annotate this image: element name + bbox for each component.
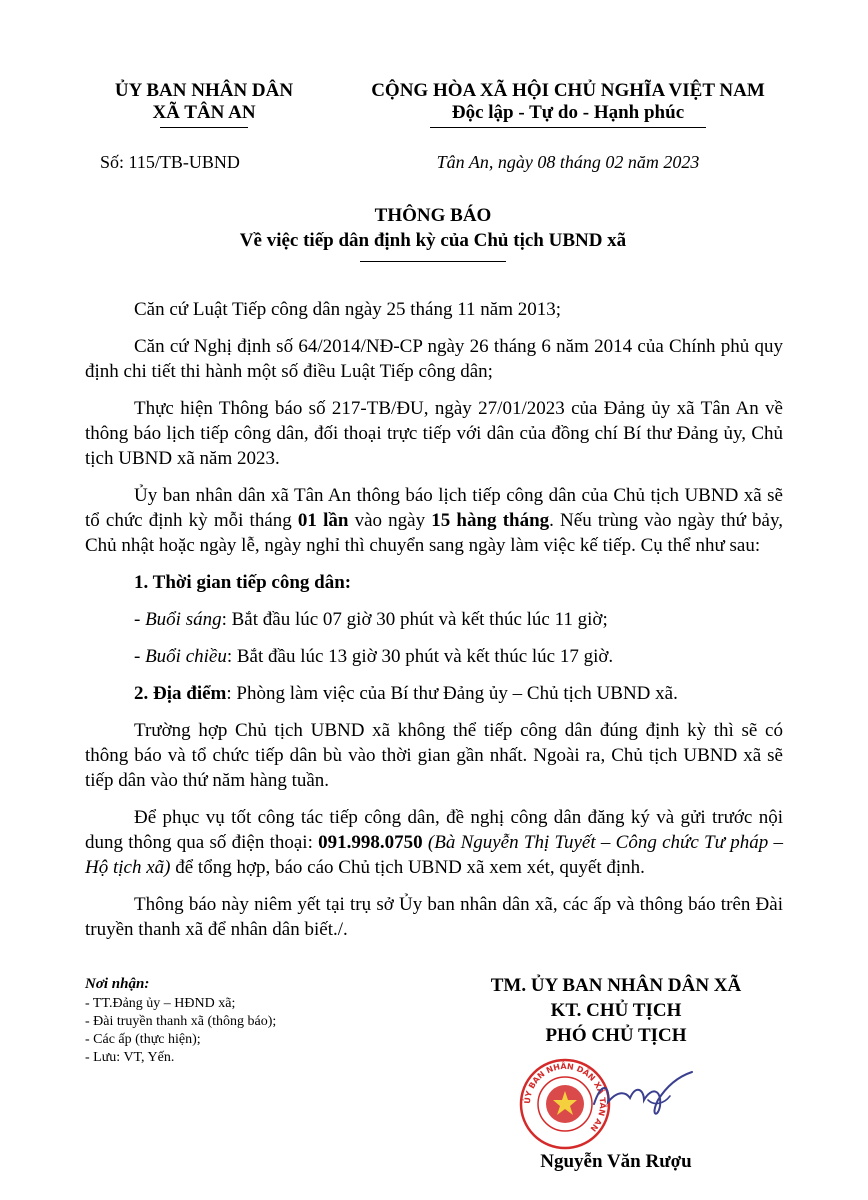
- recipient-item: - TT.Đảng ủy – HĐND xã;: [85, 996, 236, 1011]
- paragraph-implementation: Thực hiện Thông báo số 217-TB/ĐU, ngày 27/01/2023 của Đảng ủy xã Tân An về thông báo lịch tiếp công dân, đối thoại trực tiếp với dân của đồng chí Bí thư Đảng ủy, Chủ tịch UBND xã năm 2023.: [85, 398, 783, 469]
- registration-text-1: Để phục vụ tốt công tác tiếp công dân, đề nghị công dân đăng ký và gửi trước nội dung thông qua số điện thoại:: [85, 807, 783, 853]
- morning-session: - Buổi sáng: Bắt đầu lúc 07 giờ 30 phút và kết thúc lúc 11 giờ;: [134, 609, 608, 630]
- handwritten-signature-icon: [588, 1060, 708, 1130]
- section-2-heading: 2. Địa điểm: [134, 683, 227, 704]
- title-underline: [360, 261, 506, 262]
- authority-underline: [160, 127, 248, 128]
- registration-text-2: để tổng hợp, báo cáo Chủ tịch UBND xã xem xét, quyết định.: [170, 857, 645, 878]
- signature-block: [440, 973, 792, 1048]
- contact-phone: 091.998.0750: [318, 832, 423, 853]
- national-motto: [352, 80, 784, 128]
- document-title-block: [60, 203, 806, 262]
- recipients-title: Nơi nhận:: [85, 976, 150, 992]
- paragraph-registration: [85, 805, 783, 880]
- schedule-frequency: 01 lần: [297, 510, 349, 531]
- authority-commune: XÃ TÂN AN: [152, 102, 256, 123]
- nation-name: CỘNG HÒA XÃ HỘI CHỦ NGHĨA VIỆT NAM: [371, 80, 765, 101]
- paragraph-legal-basis-2: Căn cứ Nghị định số 64/2014/NĐ-CP ngày 26 tháng 6 năm 2014 của Chính phủ quy định chi tiết thi hành một số điều Luật Tiếp công dân;: [85, 336, 783, 382]
- signer-name: Nguyễn Văn Rượu: [540, 1151, 692, 1172]
- paragraph-schedule: [85, 483, 783, 558]
- schedule-day: 15 hàng tháng: [431, 510, 550, 531]
- paragraph-posting: Thông báo này niêm yết tại trụ sở Ủy ban nhân dân xã, các ấp và thông báo trên Đài truyền thanh xã để nhân dân biết./.: [85, 894, 783, 940]
- afternoon-session: - Buổi chiều: Bắt đầu lúc 13 giờ 30 phút và kết thúc lúc 17 giờ.: [134, 646, 614, 667]
- contact-person: (Bà Nguyễn Thị Tuyết – Công chức Tư pháp – Hộ tịch xã): [85, 832, 783, 878]
- schedule-text-1: Ủy ban nhân dân xã Tân An thông báo lịch tiếp công dân của Chủ tịch UBND xã sẽ tổ chức định kỳ mỗi tháng: [85, 485, 783, 531]
- signature-line-1: TM. ỦY BAN NHÂN DÂN XÃ: [490, 975, 742, 996]
- paragraph-legal-basis-1: Căn cứ Luật Tiếp công dân ngày 25 tháng 11 năm 2013;: [134, 299, 562, 320]
- schedule-text-2: vào ngày: [348, 510, 432, 531]
- section-1-heading: 1. Thời gian tiếp công dân:: [134, 572, 352, 593]
- location-text: : Phòng làm việc của Bí thư Đảng ủy – Chủ tịch UBND xã.: [226, 683, 678, 704]
- morning-text: : Bắt đầu lúc 07 giờ 30 phút và kết thúc lúc 11 giờ;: [221, 609, 608, 630]
- motto: Độc lập - Tự do - Hạnh phúc: [451, 102, 685, 123]
- recipient-item: - Các ấp (thực hiện);: [85, 1032, 201, 1047]
- afternoon-text: : Bắt đầu lúc 13 giờ 30 phút và kết thúc lúc 17 giờ.: [226, 646, 614, 667]
- signature-line-2: KT. CHỦ TỊCH: [550, 1000, 682, 1021]
- document-number: Số: 115/TB-UBND: [100, 152, 240, 172]
- motto-underline: [430, 127, 706, 128]
- document-subject: Về việc tiếp dân định kỳ của Chủ tịch UBND xã: [239, 230, 627, 251]
- recipient-item: - Lưu: VT, Yến.: [85, 1050, 175, 1065]
- schedule-text-3: . Nếu trùng vào ngày thứ bảy, Chủ nhật hoặc ngày lễ, ngày nghỉ thì chuyển sang ngày làm việc kế tiếp. Cụ thể như sau:: [85, 510, 783, 556]
- seal-text: ỦY BAN NHÂN DÂN XÃ TÂN AN: [522, 1061, 608, 1134]
- afternoon-label: Buổi chiều: [145, 646, 227, 667]
- section-2-location: [85, 681, 783, 706]
- document-title: THÔNG BÁO: [374, 205, 492, 226]
- authority-name: ỦY BAN NHÂN DÂN: [114, 80, 294, 101]
- recipients-block: [85, 975, 415, 1067]
- recipient-item: - Đài truyền thanh xã (thông báo);: [85, 1014, 277, 1029]
- document-date: Tân An, ngày 08 tháng 02 năm 2023: [436, 152, 700, 172]
- issuing-authority: [92, 80, 316, 128]
- morning-label: Buổi sáng: [145, 609, 222, 630]
- document-body: [85, 297, 783, 954]
- paragraph-makeup-session: Trường hợp Chủ tịch UBND xã không thể tiếp công dân đúng định kỳ thì sẽ có thông báo và tổ chức tiếp dân bù vào thời gian gần nhất. Ngoài ra, Chủ tịch UBND xã sẽ tiếp dân vào thứ năm hàng tuần.: [85, 720, 783, 791]
- signature-line-3: PHÓ CHỦ TỊCH: [545, 1025, 687, 1046]
